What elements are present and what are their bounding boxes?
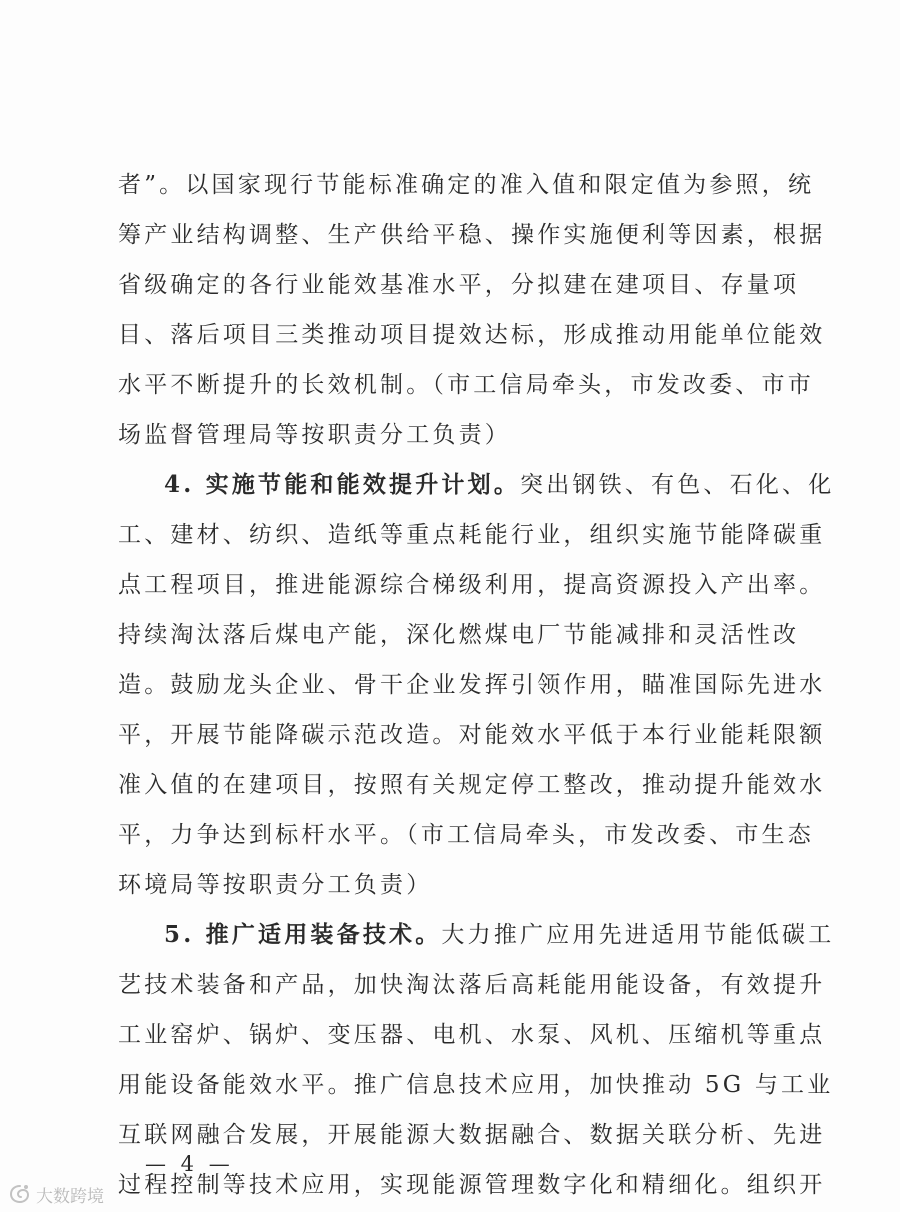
text-line: 平，开展节能降碳示范改造。对能效水平低于本行业能耗限额 [118,722,826,748]
watermark-text: 大数跨境 [36,1186,104,1207]
text-line: 过程控制等技术应用，实现能源管理数字化和精细化。组织开 [118,1172,826,1198]
text-line: 场监督管理局等按职责分工负责） [118,422,511,448]
text-line: 互联网融合发展，开展能源大数据融合、数据关联分析、先进 [118,1122,826,1148]
watermark [8,1180,104,1208]
logo-swirl-icon [8,1183,32,1205]
item-5-heading: 5. 推广适用装备技术。 [164,921,442,948]
text-line: 水平不断提升的长效机制。（市工信局牵头，市发改委、市市 [118,372,814,398]
text-line: 准入值的在建项目，按照有关规定停工整改，推动提升能效水 [118,772,826,798]
text-line: 环境局等按职责分工负责） [118,872,433,898]
item-4-heading: 4. 实施节能和能效提升计划。 [164,471,521,498]
text-line: 工、建材、纺织、造纸等重点耗能行业，组织实施节能降碳重 [118,522,826,548]
text-line: 平，力争达到标杆水平。（市工信局牵头，市发改委、市生态 [118,822,814,848]
text-line: 工业窑炉、锅炉、变压器、电机、水泵、风机、压缩机等重点 [118,1022,826,1048]
text-line: 省级确定的各行业能效基准水平，分拟建在建项目、存量项 [118,272,800,298]
item-4-first-line-text: 突出钢铁、有色、石化、化 [520,472,835,498]
text-line: 艺技术装备和产品，加快淘汰落后高耗能用能设备，有效提升 [118,972,826,998]
text-line: 者”。以国家现行节能标准确定的准入值和限定值为参照，统 [118,172,815,198]
item-5-first-line [118,910,835,960]
item-5-first-line-text: 大力推广应用先进适用节能低碳工 [441,922,835,948]
text-line: 筹产业结构调整、生产供给平稳、操作实施便利等因素，根据 [118,222,826,248]
text-line: 造。鼓励龙头企业、骨干企业发挥引领作用，瞄准国际先进水 [118,672,826,698]
item-4-first-line [118,460,835,510]
document-body [118,160,835,1210]
page-number: — 4 — [145,1152,234,1176]
text-line: 用能设备能效水平。推广信息技术应用，加快推动 5G 与工业 [118,1072,834,1098]
text-line: 点工程项目，推进能源综合梯级利用，提高资源投入产出率。 [118,572,826,598]
text-line: 持续淘汰落后煤电产能，深化燃煤电厂节能减排和灵活性改 [118,622,800,648]
text-line: 目、落后项目三类推动项目提效达标，形成推动用能单位能效 [118,322,826,348]
